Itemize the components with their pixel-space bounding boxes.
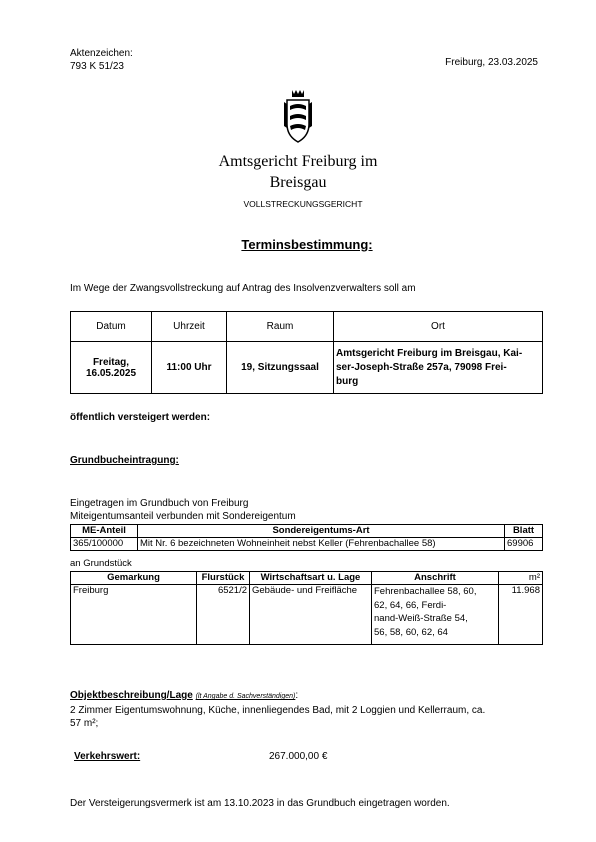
auction-statement: öffentlich versteigert werden:: [70, 412, 211, 423]
appointment-date-line1: Freitag,: [92, 356, 130, 368]
court-name: [0, 151, 596, 193]
anschrift-line1: Fehrenbachallee 58, 60,: [374, 586, 477, 597]
me-anteil-value: 365/100000: [71, 538, 138, 551]
location-line3: burg: [336, 375, 359, 387]
auction-note: Der Versteigerungsvermerk ist am 13.10.2023 in das Grundbuch eingetragen worden.: [70, 798, 450, 809]
col-sondereigentum: Sondereigentums-Art: [138, 525, 505, 538]
file-number-block: [70, 47, 133, 73]
co-ownership-table: [70, 524, 543, 551]
col-anschrift: Anschrift: [372, 572, 499, 585]
co-ownership-header: [71, 525, 543, 538]
co-ownership-row: [71, 538, 543, 551]
land-register-line2: Miteigentumsanteil verbunden mit Sondereigentum: [70, 511, 296, 522]
plot-header: [71, 572, 543, 585]
col-me-anteil: ME-Anteil: [71, 525, 138, 538]
place-date: Freiburg, 23.03.2025: [445, 57, 538, 68]
flurstueck-value: 6521/2: [197, 585, 250, 645]
anschrift-value: [372, 585, 499, 645]
wirtschaftsart-value: Gebäude- und Freifläche: [250, 585, 372, 645]
anschrift-line2: 62, 64, 66, Ferdi-: [374, 599, 447, 611]
col-datum: Datum: [71, 312, 152, 342]
plot-table: [70, 571, 543, 645]
col-raum: Raum: [227, 312, 334, 342]
gemarkung-value: Freiburg: [71, 585, 197, 645]
location-line2: ser-Joseph-Straße 257a, 79098 Frei-: [336, 361, 507, 373]
anschrift-line3: nand-Weiß-Straße 54,: [374, 613, 468, 624]
court-name-line1: Amtsgericht Freiburg im: [218, 153, 378, 170]
flaeche-value: 11.968: [499, 585, 543, 645]
market-value-label: Verkehrswert:: [74, 751, 141, 762]
appointment-room: 19, Sitzungssaal: [227, 342, 334, 394]
sondereigentum-value: Mit Nr. 6 bezeichneten Wohneinheit nebst Keller (Fehrenbachallee 58): [138, 538, 505, 551]
anschrift-line4: 56, 58, 60, 62, 64: [374, 626, 448, 638]
plot-label: an Grundstück: [70, 558, 132, 569]
appointment-location: [334, 342, 543, 394]
market-value: 267.000,00 €: [269, 751, 328, 762]
object-description-heading: Objektbeschreibung/Lage: [70, 690, 193, 701]
appointment-date: [71, 342, 152, 394]
blatt-value: 69906: [505, 538, 543, 551]
location-line1: Amtsgericht Freiburg im Breisgau, Kai-: [336, 347, 523, 359]
file-number-label: Aktenzeichen:: [70, 48, 133, 59]
col-wirtschaftsart: Wirtschaftsart u. Lage: [250, 572, 372, 585]
appointment-row: [71, 342, 543, 394]
file-number: 793 K 51/23: [70, 61, 124, 72]
col-ort: Ort: [334, 312, 543, 342]
object-description-line1: 2 Zimmer Eigentumswohnung, Küche, innenliegendes Bad, mit 2 Loggien und Kellerraum, ca.: [70, 705, 486, 716]
col-gemarkung: Gemarkung: [71, 572, 197, 585]
appointment-table: [70, 311, 543, 394]
coat-of-arms-icon: [282, 88, 314, 146]
appointment-time: 11:00 Uhr: [152, 342, 227, 394]
col-flaeche: m²: [499, 572, 543, 585]
court-name-line2: Breisgau: [269, 174, 327, 191]
object-description-heading-line: [70, 689, 298, 703]
document-title: Terminsbestimmung:: [241, 237, 373, 252]
court-department: VOLLSTRECKUNGSGERICHT: [243, 199, 363, 209]
intro-text: Im Wege der Zwangsvollstreckung auf Antrag des Insolvenzverwalters soll am: [70, 283, 416, 294]
col-uhrzeit: Uhrzeit: [152, 312, 227, 342]
appointment-date-line2: 16.05.2025: [85, 367, 137, 379]
col-flurstueck: Flurstück: [197, 572, 250, 585]
object-description-text: [70, 704, 485, 730]
appointment-table-header: [71, 312, 543, 342]
object-description-note: (lt Angabe d. Sachverständigen): [195, 693, 296, 700]
plot-row: [71, 585, 543, 645]
land-register-heading: Grundbucheintragung:: [70, 455, 179, 466]
land-register-line1: Eingetragen im Grundbuch von Freiburg: [70, 498, 249, 509]
object-description-line2: 57 m²;: [70, 718, 99, 729]
col-blatt: Blatt: [505, 525, 543, 538]
object-description-colon: :: [295, 690, 299, 701]
